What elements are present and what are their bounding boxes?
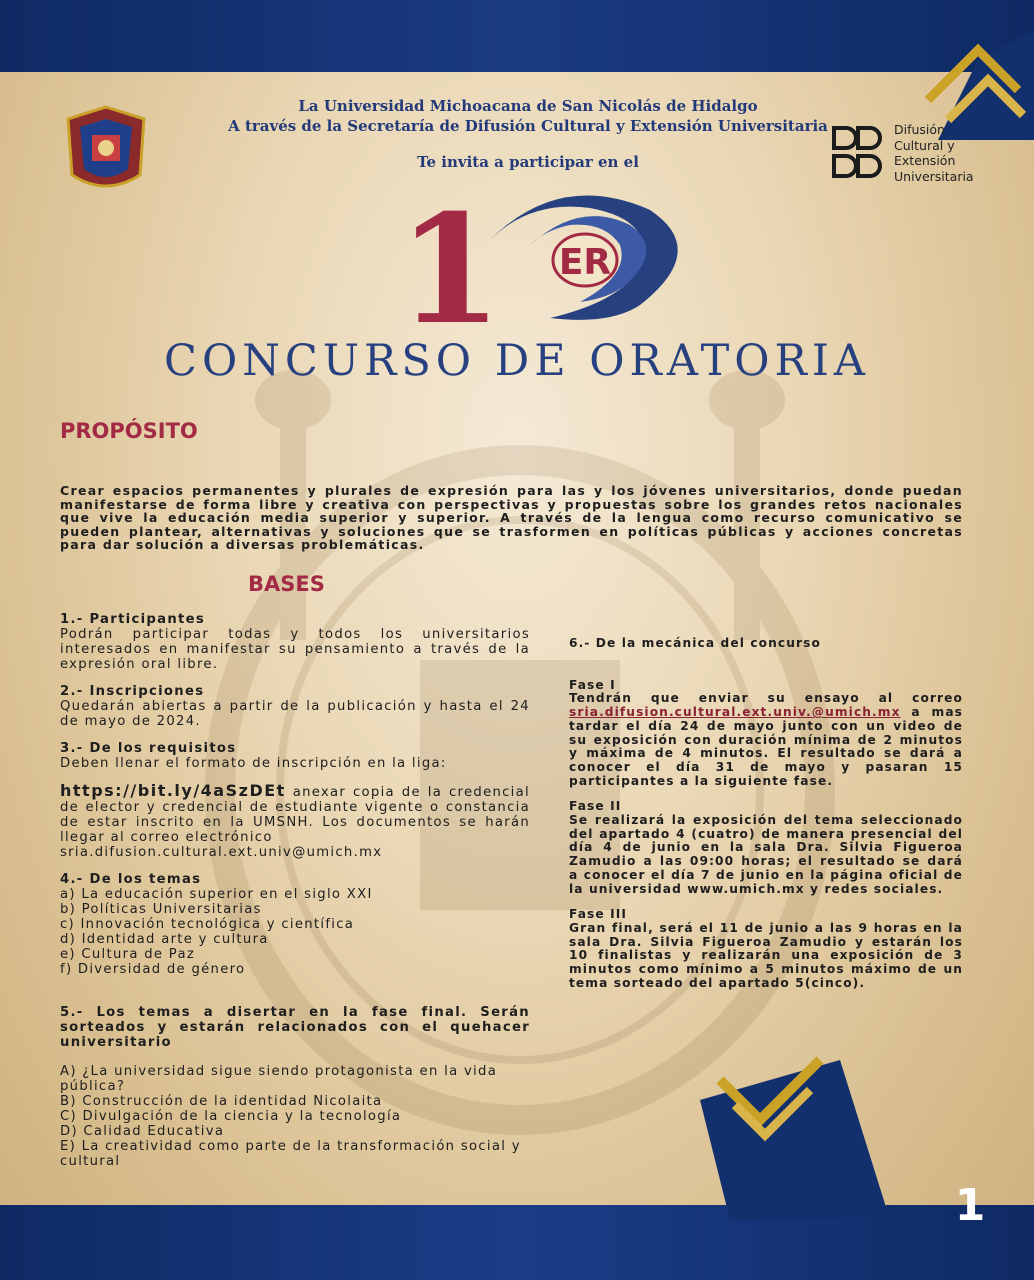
phase-2-title: Fase II <box>569 799 622 814</box>
difusion-cultural-logo-text: Difusión Cultural y Extensión Universitaria <box>894 122 974 184</box>
requirements-email[interactable]: sria.difusion.cultural.ext.univ@umich.mx <box>60 845 383 860</box>
difusion-cultural-logo-icon <box>830 122 888 184</box>
topic-item: f) Diversidad de género <box>60 962 246 977</box>
gold-chevron-decoration-bottom <box>690 1040 910 1220</box>
final-topic-item: C) Divulgación de la ciencia y la tecnología <box>60 1109 402 1124</box>
topic-item: e) Cultura de Paz <box>60 947 196 962</box>
phase-3-text: Gran final, será el 11 de junio a las 9 horas en la sala Dra. Silvia Figueroa Zamudio y estarán los 10 finalistas y realizarán una exposición de 3 minutos como mínimo a 5 minutos máximo de un tema sorteado del apartado 5(cinco). <box>569 920 963 990</box>
participants-title: 1.- Participantes <box>60 612 206 627</box>
final-topic-item: B) Construcción de la identidad Nicolaita <box>60 1094 383 1109</box>
mechanics-title: 6.- De la mecánica del concurso <box>569 636 821 650</box>
section-registration <box>60 684 530 729</box>
section-participants <box>60 612 530 672</box>
phase-1-title: Fase I <box>569 677 616 692</box>
requirements-after-link: anexar copia de la credencial de elector y credencial de estudiante vigente o constancia de estar inscrito en la UMSNH. Los documentos se harán llegar al correo electrónico <box>60 785 530 845</box>
phase-1 <box>569 679 963 789</box>
registration-link[interactable]: https://bit.ly/4aSzDEt <box>60 781 286 800</box>
phase-3 <box>569 908 963 990</box>
page-number: 1 <box>954 1180 986 1231</box>
topic-item: d) Identidad arte y cultura <box>60 932 269 947</box>
section-requirements <box>60 741 530 860</box>
bases-right-column <box>569 637 963 1002</box>
emblem-ordinal: ER <box>558 242 612 283</box>
participants-text: Podrán participar todas y todos los universitarios interesados en manifestar su pensamiento a través de la expresión oral libre. <box>60 627 530 672</box>
phase-1-email-link[interactable]: sria.difusion.cultural.ext.univ.@umich.mx <box>569 705 901 720</box>
topics-title: 4.- De los temas <box>60 872 202 887</box>
emblem-number: 1 <box>397 182 503 358</box>
contest-emblem <box>397 180 690 358</box>
section-final-topics <box>60 1005 530 1169</box>
requirements-title: 3.- De los requisitos <box>60 741 237 756</box>
bases-left-column <box>60 612 530 1181</box>
contest-title: CONCURSO DE ORATORIA <box>164 336 870 386</box>
header-secretariat: A través de la Secretaría de Difusión Cultural y Extensión Universitaria <box>228 117 828 135</box>
purpose-text: Crear espacios permanentes y plurales de expresión para las y los jóvenes universitarios, donde puedan manifestarse de forma libre y creativa con perspectivas y propuestas sobre los grandes retos nacionales que vive la educación media superior y superior. A través de la lengua como recurso comunicativo se pueden plantear, alternativas y soluciones que se trasformen en políticas públicas y acciones concretas para dar solución a diversas problemáticas. <box>60 483 963 552</box>
requirements-text: Deben llenar el formato de inscripción en la liga: <box>60 756 447 771</box>
final-topic-item: E) La creatividad como parte de la transformación social y cultural <box>60 1139 521 1169</box>
section-topics <box>60 872 530 977</box>
bases-heading: BASES <box>248 572 325 596</box>
top-banner <box>0 0 1034 72</box>
phase-3-title: Fase III <box>569 907 628 922</box>
phase-2-text: Se realizará la exposición del tema seleccionado del apartado 4 (cuatro) de manera presencial del día 4 de junio en la sala Dra. Silvia Figueroa Zamudio a las 09:00 horas; el resultado se dará a conocer el día 7 de junio en la página oficial de la universidad www.umich.mx y redes sociales. <box>569 813 963 896</box>
final-topic-item: D) Calidad Educativa <box>60 1124 225 1139</box>
topic-item: c) Innovación tecnológica y científica <box>60 917 355 932</box>
final-topics-title: 5.- Los temas a disertar en la fase final. Serán sorteados y estarán relacionados con el quehacer universitario <box>60 1005 530 1050</box>
header-invite: Te invita a participar en el <box>417 153 639 171</box>
registration-text: Quedarán abiertas a partir de la publicación y hasta el 24 de mayo de 2024. <box>60 699 530 729</box>
phase-2 <box>569 800 963 896</box>
registration-title: 2.- Inscripciones <box>60 684 205 699</box>
purpose-heading: PROPÓSITO <box>60 419 198 443</box>
topic-item: b) Políticas Universitarias <box>60 902 262 917</box>
header-university: La Universidad Michoacana de San Nicolás de Hidalgo <box>298 97 758 115</box>
final-topic-item: A) ¿La universidad sigue siendo protagonista en la vida pública? <box>60 1064 498 1094</box>
phase-1-text-before: Tendrán que enviar su ensayo al correo <box>569 691 963 706</box>
phase-1-text-after: a mas tardar el día 24 de mayo junto con un video de su exposición con duración mínima de 2 minutos y máxima de 4 minutos. El resultado se dará a conocer el día 31 de mayo y pasaran 15 participantes a la siguiente fase. <box>569 705 963 788</box>
topic-item: a) La educación superior en el siglo XXI <box>60 887 373 902</box>
university-crest <box>66 105 146 197</box>
